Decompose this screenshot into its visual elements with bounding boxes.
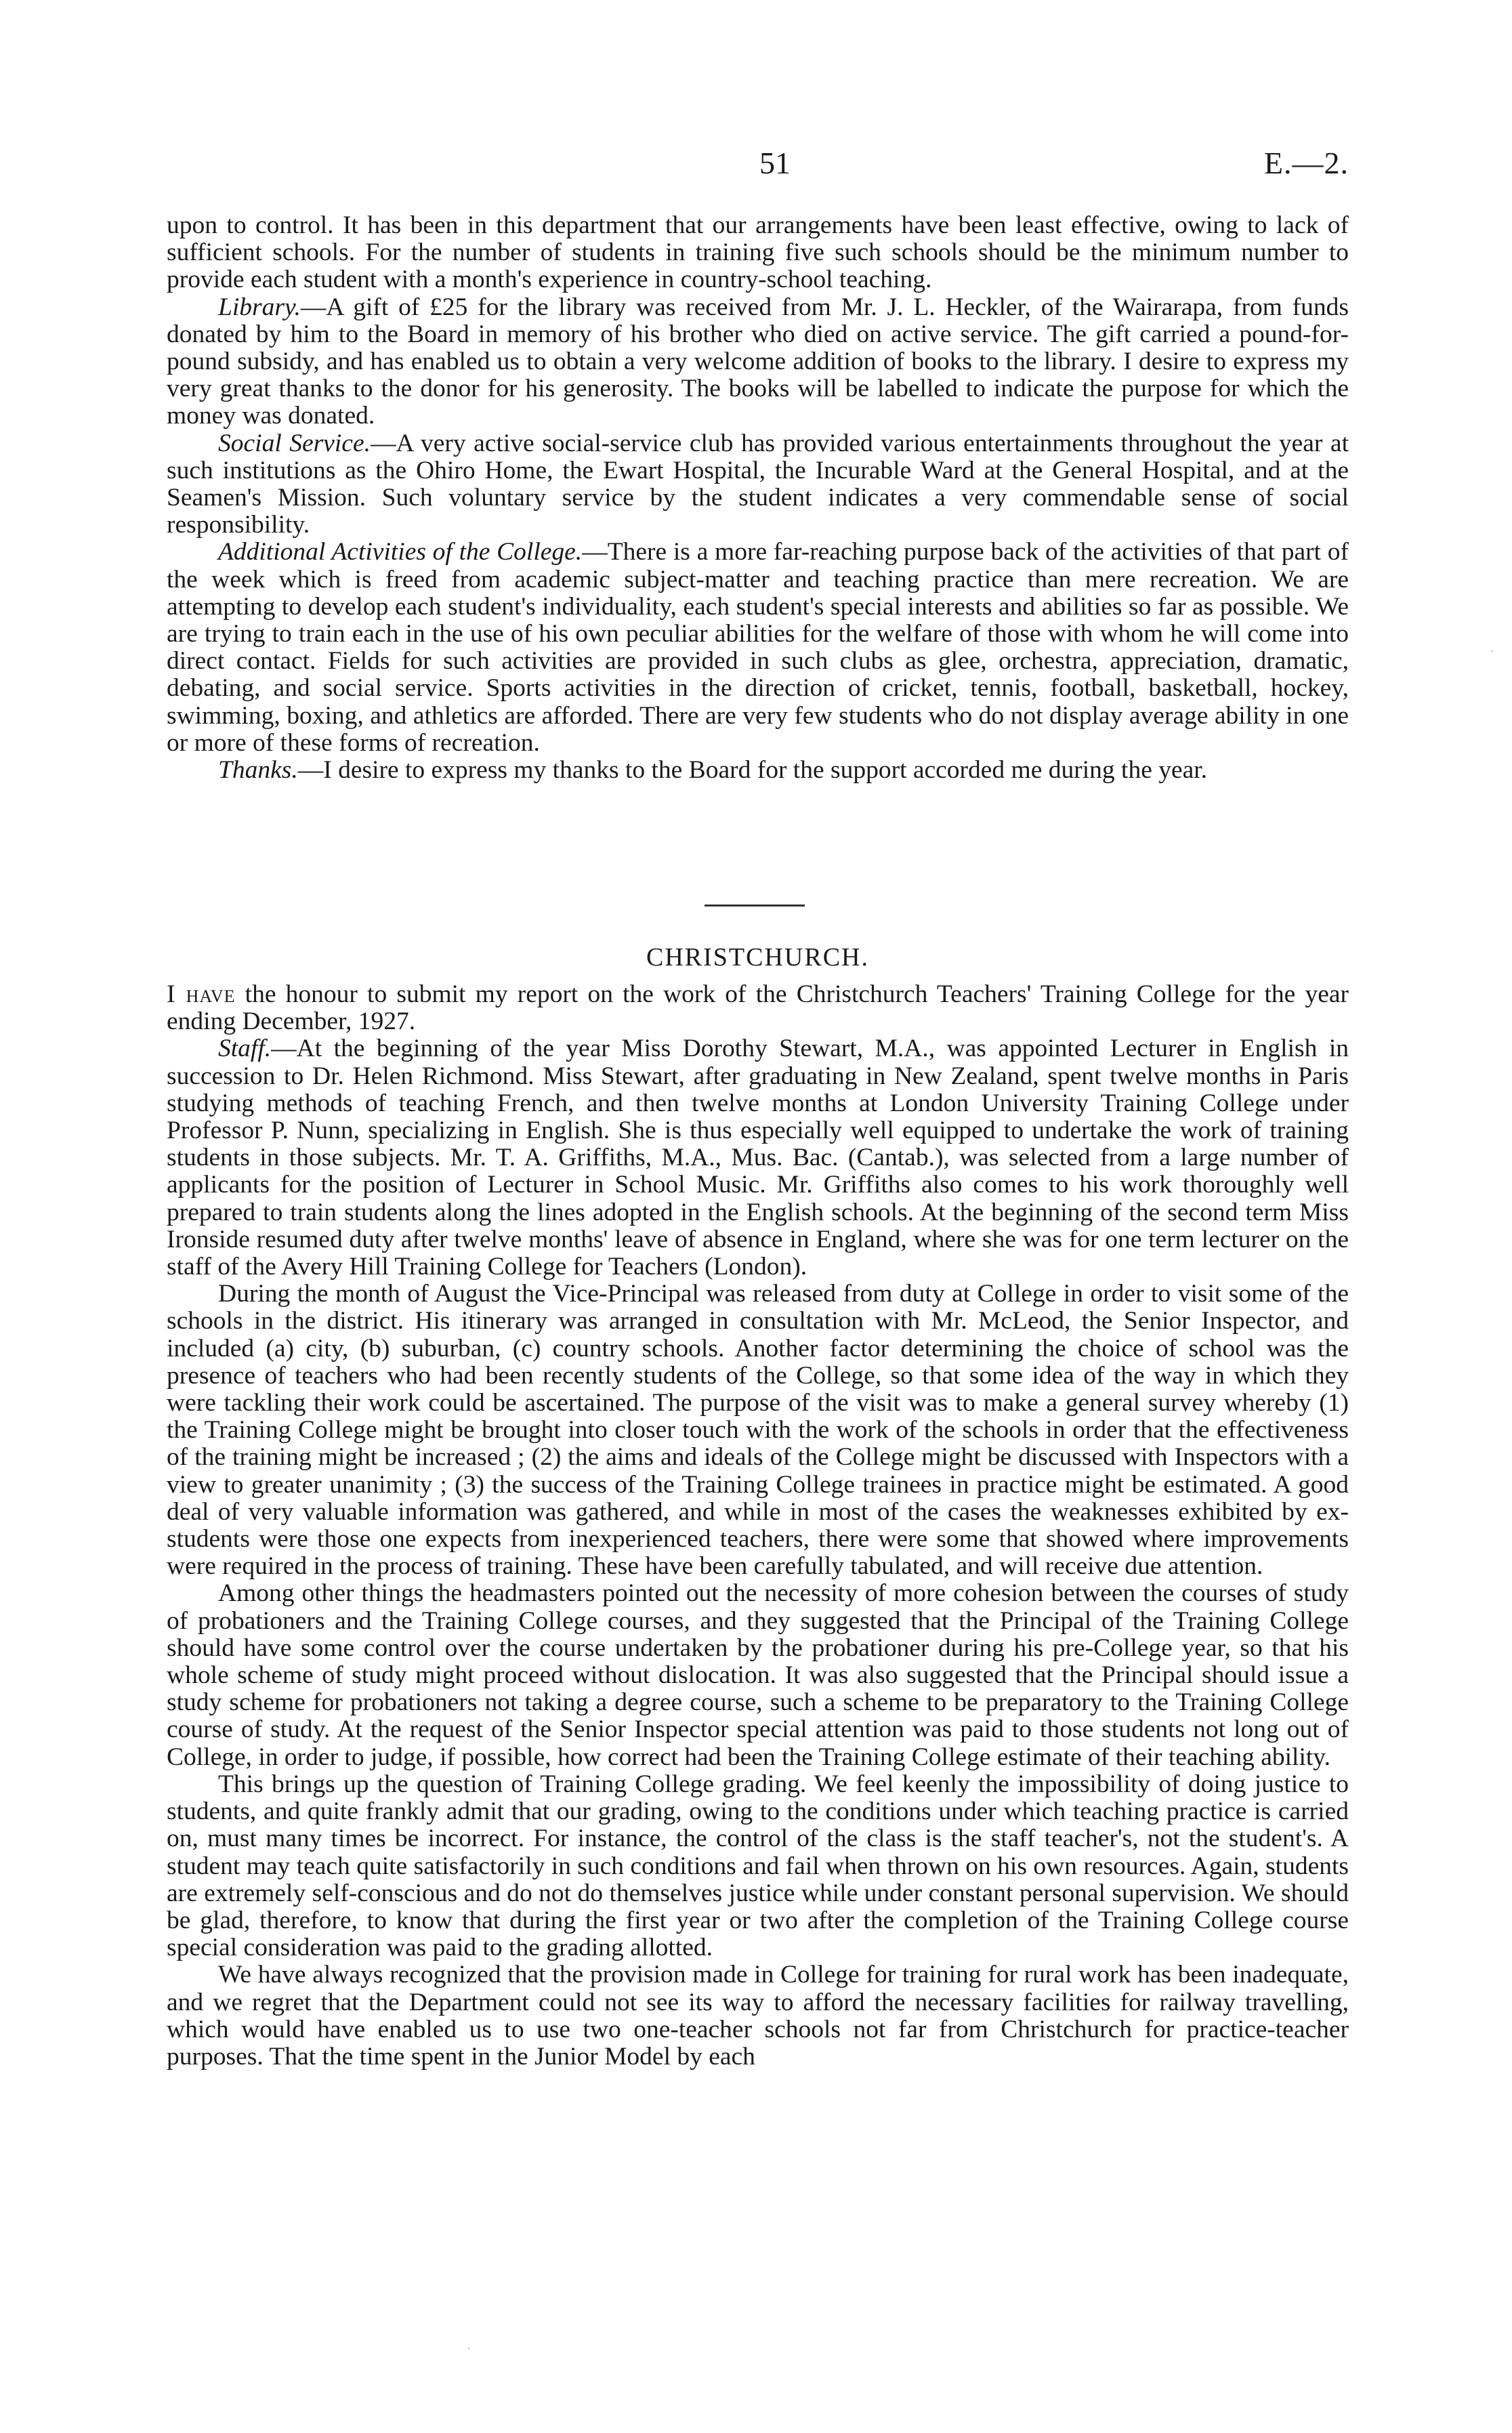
- paragraph-staff: [167, 1035, 1349, 1281]
- paragraph-headmasters: [167, 1580, 1349, 1770]
- paragraph-text: —I desire to express my thanks to the Board for the support accorded me during the year.: [297, 756, 1208, 785]
- scan-speck: ·: [467, 2344, 471, 2354]
- paragraph-opening: [167, 981, 1349, 1035]
- section-heading-christchurch: CHRISTCHURCH.: [646, 943, 869, 972]
- christchurch-report: [167, 981, 1349, 2071]
- page-number: 51: [759, 146, 791, 180]
- document-reference: E.—2.: [1263, 146, 1349, 180]
- paragraph-text: —A gift of £25 for the library was received from Mr. J. L. Heckler, of the Wairarapa, from funds donated by him to the Board in memory of his brother who died on active service. The gift carried a pound-for-pound subsidy, and has enabled us to obtain a very welcome addition of books to the library. I desire to express my very great thanks to the donor for his generosity. The books will be labelled to indicate the purpose for which the money was donated.: [167, 293, 1349, 430]
- wellington-report-continuation: [167, 212, 1349, 784]
- paragraph-heading: Library.: [218, 293, 301, 321]
- paragraph-heading: Social Service.: [218, 429, 371, 457]
- paragraph-country-schools: [167, 212, 1349, 294]
- section-divider: [705, 904, 805, 907]
- opening-small-caps: I have: [167, 980, 236, 1008]
- paragraph-social-service: [167, 430, 1349, 539]
- paragraph-text: —At the beginning of the year Miss Dorothy Stewart, M.A., was appointed Lecturer in English in succession to Dr. Helen Richmond. Miss Stewart, after graduating in New Zealand, spent twelve months in Paris studying methods of teaching French, and then twelve months at London University Training College under Professor P. Nunn, specializing in English. She is thus especially well equipped to undertake the work of training students in those subjects. Mr. T. A. Griffiths, M.A., Mus. Bac. (Cantab.), was selected from a large number of applicants for the position of Lecturer in School Music. Mr. Griffiths also comes to his work thoroughly well prepared to train students along the lines adopted in the English schools. At the beginning of the second term Miss Ironside resumed duty after twelve months' leave of absence in England, where she was for one term lecturer on the staff of the Avery Hill Training College for Teachers (London).: [167, 1035, 1349, 1281]
- paragraph-additional-activities: [167, 539, 1349, 757]
- paragraph-heading: Staff.: [218, 1035, 272, 1063]
- paragraph-text: This brings up the question of Training College grading. We feel keenly the impossibility of doing justice to students, and quite frankly admit that our grading, owing to the conditions under which teaching practice is carried on, must many times be incorrect. For instance, the control of the class is the staff teacher's, not the student's. A student may teach quite satisfactorily in such conditions and fail when thrown on his own resources. Again, students are extremely self-conscious and do not do themselves justice while under constant personal supervision. We should be glad, therefore, to know that during the first year or two after the completion of the Training College course special consideration was paid to the grading allotted.: [167, 1770, 1349, 1962]
- paragraph-rural-training: [167, 1961, 1349, 2071]
- paragraph-vice-principal-visit: [167, 1281, 1349, 1580]
- paragraph-text: upon to control. It has been in this department that our arrangements have been least effective, owing to lack of sufficient schools. For the number of students in training five such schools should be the minimum number to provide each student with a month's experience in country-school teaching.: [167, 211, 1349, 294]
- paragraph-heading: Additional Activities of the College.: [218, 538, 583, 566]
- paragraph-text: —A very active social-service club has provided various entertainments throughout the year at such institutions as the Ohiro Home, the Ewart Hospital, the Incurable Ward at the General Hospital, and at the Seamen's Mission. Such voluntary service by the student indicates a very commendable sense of social responsibility.: [167, 429, 1349, 539]
- paragraph-text: —There is a more far-reaching purpose back of the activities of that part of the week which is freed from academic subject-matter and teaching practice than mere recreation. We are attempting to develop each student's individuality, each student's special interests and abilities so far as possible. We are trying to train each in the use of his own peculiar abilities for the welfare of those with whom he will come into direct contact. Fields for such activities are provided in such clubs as glee, orchestra, appreciation, dramatic, debating, and social service. Sports activities in the direction of cricket, tennis, football, basketball, hockey, swimming, boxing, and athletics are afforded. There are very few students who do not display average ability in one or more of these forms of recreation.: [167, 538, 1349, 757]
- scan-speck: ·: [1490, 647, 1494, 657]
- paragraph-grading: [167, 1771, 1349, 1961]
- paragraph-library: [167, 294, 1349, 430]
- paragraph-text: the honour to submit my report on the work of the Christchurch Teachers' Training College for the year ending December, 1927.: [167, 980, 1349, 1036]
- paragraph-text: We have always recognized that the provision made in College for training for rural work has been inadequate, and we regret that the Department could not see its way to afford the necessary facilities for railway travelling, which would have enabled us to use two one-teacher schools not far from Christchurch for practice-teacher purposes. That the time spent in the Junior Model by each: [167, 1961, 1349, 2071]
- paragraph-text: Among other things the headmasters pointed out the necessity of more cohesion between the courses of study of probationers and the Training College courses, and they suggested that the Principal of the Training College should have some control over the course undertaken by the probationer during his pre-College year, so that his whole scheme of study might proceed without dislocation. It was also suggested that the Principal should issue a study scheme for probationers not taking a degree course, such a scheme to be preparatory to the Training College course of study. At the request of the Senior Inspector special attention was paid to those students not long out of College, in order to judge, if possible, how correct had been the Training College estimate of their teaching ability.: [167, 1579, 1349, 1771]
- paragraph-thanks: [167, 757, 1349, 784]
- paragraph-heading: Thanks.: [218, 756, 298, 785]
- page-header: [167, 139, 1349, 186]
- paragraph-text: During the month of August the Vice-Principal was released from duty at College in order to visit some of the schools in the district. His itinerary was arranged in consultation with Mr. McLeod, the Senior Inspector, and included (a) city, (b) suburban, (c) country schools. Another factor determining the choice of school was the presence of teachers who had been recently students of the College, so that some idea of the way in which they were tackling their work could be ascertained. The purpose of the visit was to make a general survey whereby (1) the Training College might be brought into closer touch with the work of the schools in order that the effectiveness of the training might be increased ; (2) the aims and ideals of the College might be discussed with Inspectors with a view to greater unanimity ; (3) the success of the Training College trainees in practice might be estimated. A good deal of very valuable information was gathered, and while in most of the cases the weaknesses exhibited by ex-students were those one expects from inexperienced teachers, there were some that showed where improvements were required in the process of training. These have been carefully tabulated, and will receive due attention.: [167, 1280, 1349, 1581]
